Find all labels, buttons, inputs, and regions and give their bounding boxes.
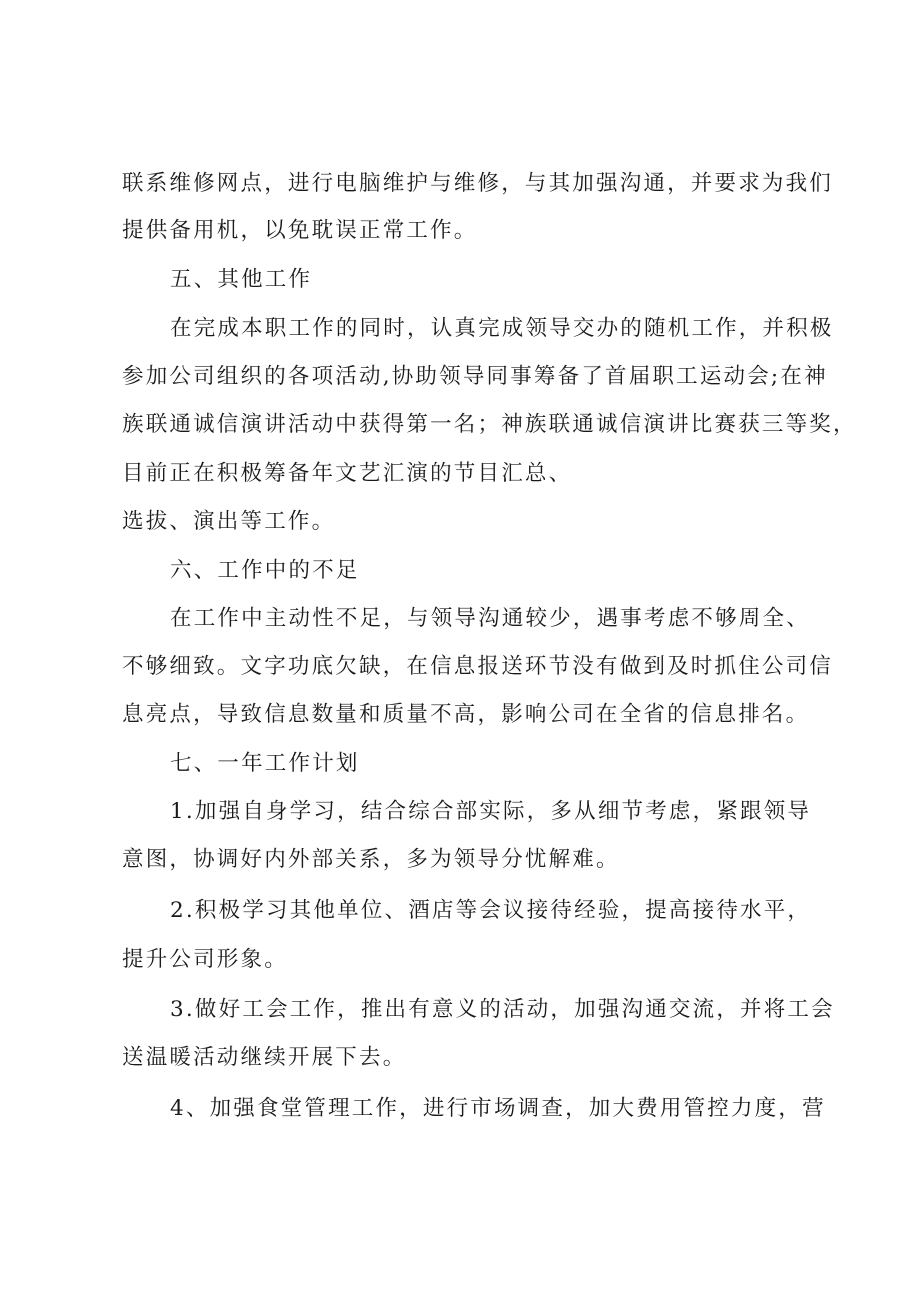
plan-item-2-line: 2.积极学习其他单位、酒店等会议接待经验，提高接待水平， (170, 898, 812, 923)
paragraph-line: 参加公司组织的各项活动,协助领导同事筹备了首届职工运动会;在神 (122, 364, 828, 389)
section-heading-shortcomings: 六、工作中的不足 (170, 558, 360, 583)
section-heading-other-work: 五、其他工作 (170, 267, 313, 292)
plan-item-3-line: 3.做好工会工作，推出有意义的活动，加强沟通交流，并将工会 (170, 997, 835, 1022)
paragraph-line: 提供备用机，以免耽误正常工作。 (122, 218, 478, 243)
paragraph-line: 族联通诚信演讲活动中获得第一名；神族联通诚信演讲比赛获三等奖， (122, 412, 857, 437)
paragraph-line: 目前正在积极筹备年文艺汇演的节目汇总、 (122, 461, 573, 486)
plan-item-4-line: 4、加强食堂管理工作，进行市场调查，加大费用管控力度，营 (170, 1096, 826, 1121)
paragraph-line: 在工作中主动性不足，与领导沟通较少，遇事考虑不够周全、 (170, 606, 810, 631)
paragraph-line: 息亮点，导致信息数量和质量不高，影响公司在全省的信息排名。 (122, 702, 810, 727)
plan-item-1-line: 意图，协调好内外部关系，多为领导分忧解难。 (122, 847, 620, 872)
section-heading-work-plan: 七、一年工作计划 (170, 751, 360, 776)
paragraph-line: 选拔、演出等工作。 (122, 509, 336, 534)
plan-item-2-line: 提升公司形象。 (122, 947, 288, 972)
paragraph-line: 不够细致。文字功底欠缺，在信息报送环节没有做到及时抓住公司信 (122, 654, 834, 679)
plan-item-3-line: 送温暖活动继续开展下去。 (122, 1045, 407, 1070)
paragraph-line: 在完成本职工作的同时，认真完成领导交办的随机工作，并积极 (170, 316, 834, 341)
paragraph-line-continuation: 联系维修网点，进行电脑维护与维修，与其加强沟通，并要求为我们 (122, 171, 834, 196)
plan-item-1-line: 1.加强自身学习，结合综合部实际，多从细节考虑，紧跟领导 (170, 799, 812, 824)
